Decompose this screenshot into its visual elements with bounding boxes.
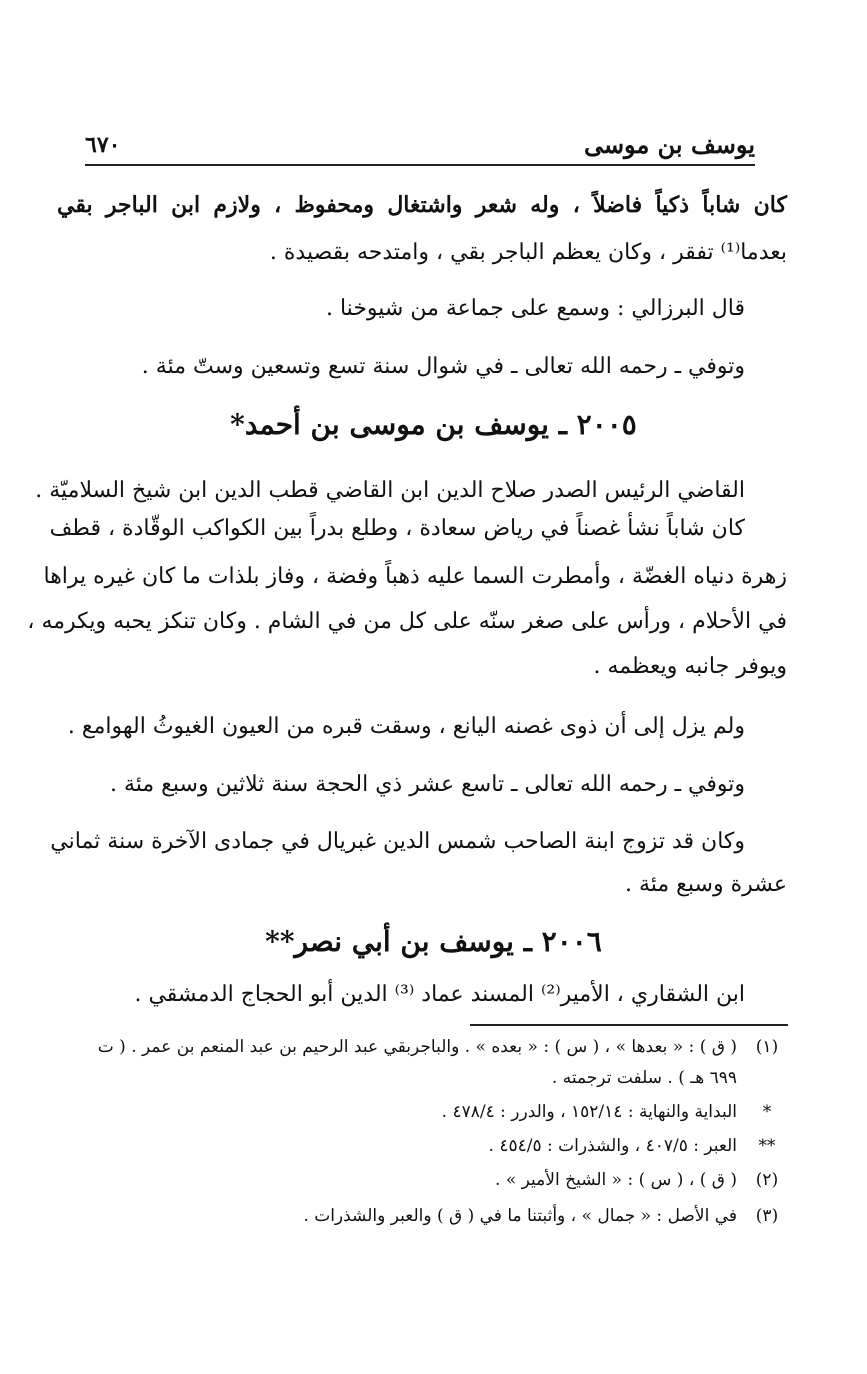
paragraph-line: القاضي الرئيس الصدر صلاح الدين ابن القاضي قطب الدين ابن شيخ السلاميّة . xyxy=(35,478,745,503)
paragraph-line: كان شاباً نشأ غصناً في رياض سعادة ، وطلع بدراً بين الكواكب الوقّادة ، قطف xyxy=(49,516,745,541)
footnote-mark: (٢) xyxy=(755,1170,779,1190)
footnote-text: ( ق ) ، ( س ) : « الشيخ الأمير » . xyxy=(495,1170,737,1190)
footnote xyxy=(52,1132,787,1160)
footnote-mark: * xyxy=(762,1102,772,1122)
paragraph-line: ولم يزل إلى أن ذوى غصنه اليانع ، وسقت قبره من العيون الغيوثُ الهوامع . xyxy=(67,714,745,739)
paragraph-line: وتوفي ـ رحمه الله تعالى ـ تاسع عشر ذي الحجة سنة ثلاثين وسبع مئة . xyxy=(109,772,745,797)
footnote xyxy=(52,1098,787,1126)
entry-heading: ٢٠٠٥ ـ يوسف بن موسى بن أحمد* xyxy=(230,408,637,441)
page-header xyxy=(85,128,755,166)
footnote-separator xyxy=(470,1024,788,1026)
paragraph-line: ويوفر جانبه ويعظمه . xyxy=(593,654,787,679)
paragraph-line: زهرة دنياه الغضّة ، وأمطرت السما عليه ذهباً وفضة ، وفاز بلذات ما كان غيره يراها xyxy=(43,564,787,589)
paragraph-line: عشرة وسبع مئة . xyxy=(624,872,787,897)
paragraph-line: وكان قد تزوج ابنة الصاحب شمس الدين غبريال في جمادى الآخرة سنة ثماني xyxy=(50,829,745,854)
paragraph-line: في الأحلام ، ورأس على صغر سنّه على كل من في الشام . وكان تنكز يحبه ويكرمه ، xyxy=(27,609,787,634)
paragraph-line: وتوفي ـ رحمه الله تعالى ـ في شوال سنة تسع وتسعين وستّ مئة . xyxy=(141,354,745,379)
entry-heading: ٢٠٠٦ ـ يوسف بن أبي نصر** xyxy=(265,925,602,958)
footnote-text: في الأصل : « جمال » ، وأثبتنا ما في ( ق ) والعبر والشذرات . xyxy=(303,1206,737,1226)
footnote-text: البداية والنهاية : ١٥٢/١٤ ، والدرر : ٤٧٨/٤ . xyxy=(441,1102,737,1122)
footnote-mark: (١) xyxy=(755,1037,779,1057)
page-number: ٦٧٠ xyxy=(85,132,121,158)
paragraph-line: كان شاباً ذكياً فاضلاً ، وله شعر واشتغال ومحفوظ ، ولازم ابن الباجر بقي xyxy=(57,192,787,218)
running-title: يوسف بن موسى xyxy=(583,130,755,159)
footnote xyxy=(52,1033,787,1061)
footnote-text: العبر : ٤٠٧/٥ ، والشذرات : ٤٥٤/٥ . xyxy=(488,1136,737,1156)
footnote-mark: ** xyxy=(758,1136,776,1156)
paragraph-line: قال البرزالي : وسمع على جماعة من شيوخنا . xyxy=(325,296,745,321)
footnote-continuation: ٦٩٩ هـ ) . سلفت ترجمته . xyxy=(551,1068,737,1088)
footnote-text: ( ق ) : « بعدها » ، ( س ) : « بعده » . والباجربقي عبد الرحيم بن عبد المنعم بن عمر . ( ت xyxy=(97,1037,737,1057)
footnote xyxy=(52,1202,787,1230)
paragraph-line: بعدما⁽¹⁾ تفقر ، وكان يعظم الباجر بقي ، وامتدحه بقصيدة . xyxy=(269,240,787,265)
footnote-mark: (٣) xyxy=(755,1206,779,1226)
footnote xyxy=(52,1166,787,1194)
paragraph-line: ابن الشقاري ، الأمير⁽²⁾ المسند عماد ⁽³⁾ الدين أبو الحجاج الدمشقي . xyxy=(134,982,745,1007)
